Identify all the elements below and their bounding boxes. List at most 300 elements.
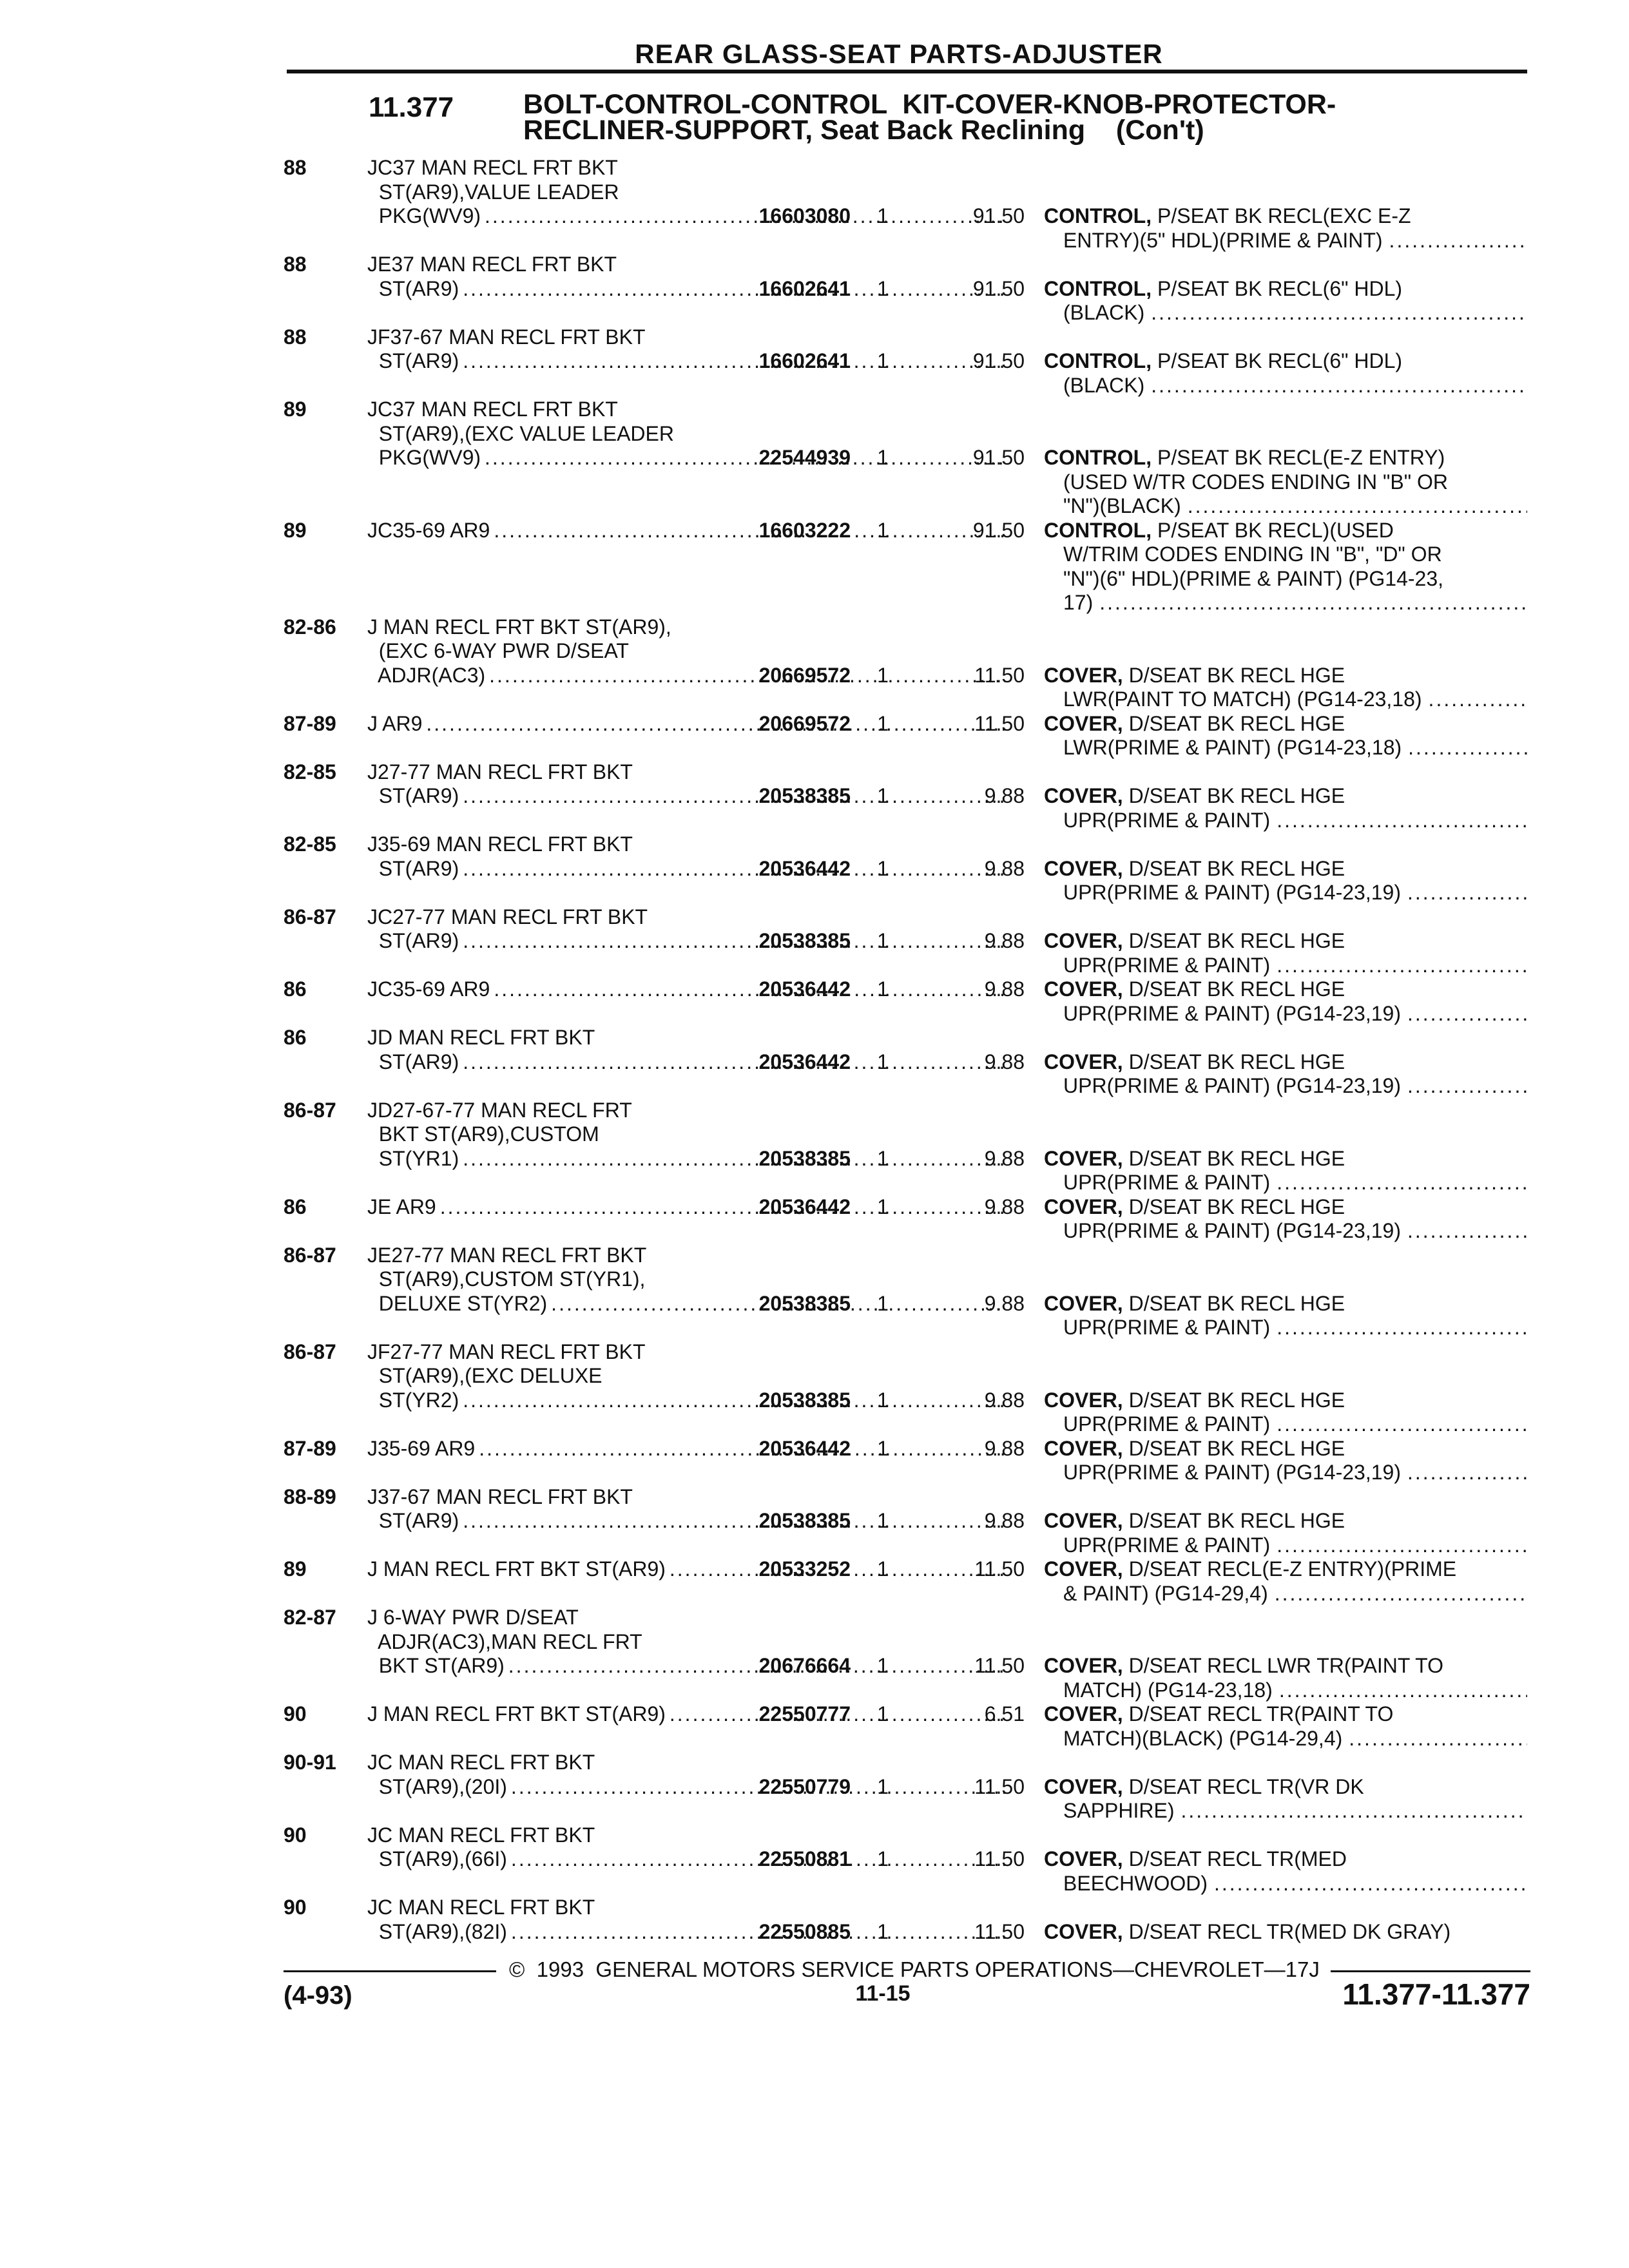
row-year: 87-89 xyxy=(284,1436,336,1460)
dot-leader xyxy=(1401,1002,1527,1026)
row-description xyxy=(367,1751,1012,1823)
part-number: 20533252 xyxy=(758,1557,851,1581)
row-year: 90 xyxy=(284,1896,307,1919)
part-description xyxy=(1044,349,1527,398)
dot-leader xyxy=(1401,1461,1527,1485)
description-line: J27-77 MAN RECL FRT BKT xyxy=(367,760,633,783)
price: 9.88 xyxy=(984,1195,1025,1218)
quantity: 1 xyxy=(877,1654,889,1677)
dot-leader xyxy=(1144,301,1527,325)
description-line: JC37 MAN RECL FRT BKT xyxy=(367,156,618,179)
row-year: 89 xyxy=(284,398,307,421)
description-line: ST(AR9) xyxy=(367,1050,459,1073)
part-number: 20538385 xyxy=(758,784,851,807)
part-description-line: COVER, D/SEAT BK RECL HGE xyxy=(1044,1050,1345,1073)
description-line: ST(AR9),(EXC DELUXE xyxy=(367,1364,602,1387)
part-description-line: UPR(PRIME & PAINT) xyxy=(1063,808,1271,832)
part-number: 20538385 xyxy=(758,1509,851,1532)
description-line: JE37 MAN RECL FRT BKT xyxy=(367,253,617,276)
row-year: 86-87 xyxy=(284,905,336,928)
price: 9.88 xyxy=(984,856,1025,880)
description-line: JE AR9 xyxy=(367,1195,436,1218)
row-description xyxy=(367,832,1012,905)
description-line: J MAN RECL FRT BKT ST(AR9) xyxy=(367,1702,666,1725)
table-row xyxy=(284,1702,1530,1751)
part-description-line: COVER, D/SEAT BK RECL HGE xyxy=(1044,977,1345,1001)
part-description xyxy=(1044,1654,1527,1702)
part-description xyxy=(1044,1050,1527,1099)
part-description-line: COVER, D/SEAT BK RECL HGE xyxy=(1044,1436,1345,1460)
row-year: 86-87 xyxy=(284,1340,336,1363)
table-row xyxy=(284,253,1530,325)
part-description-line: COVER, D/SEAT BK RECL HGE xyxy=(1044,663,1345,687)
quantity: 1 xyxy=(877,856,889,880)
part-description xyxy=(1044,1292,1527,1340)
dot-leader xyxy=(1270,1171,1527,1195)
part-description xyxy=(1044,277,1527,325)
table-row xyxy=(284,1244,1530,1340)
quantity: 1 xyxy=(877,1702,889,1725)
part-description-line: UPR(PRIME & PAINT) (PG14-23,19) xyxy=(1063,1461,1401,1484)
table-row xyxy=(284,1823,1530,1896)
quantity: 1 xyxy=(877,1847,889,1870)
price: 11.50 xyxy=(974,1774,1025,1798)
description-line: JF27-77 MAN RECL FRT BKT xyxy=(367,1340,646,1363)
dot-leader xyxy=(1270,1412,1527,1437)
part-description xyxy=(1044,977,1527,1026)
description-line: ADJR(AC3),MAN RECL FRT xyxy=(367,1629,642,1653)
part-number: 16602641 xyxy=(758,276,851,300)
footer-section-range: 11.377-11.377 xyxy=(1342,1977,1530,2011)
table-row xyxy=(284,398,1530,519)
part-description-line: LWR(PAINT TO MATCH) (PG14-23,18) xyxy=(1063,687,1422,711)
part-description-line: MATCH) (PG14-23,18) xyxy=(1063,1678,1273,1702)
description-line: JC35-69 AR9 xyxy=(367,518,490,542)
row-description xyxy=(367,1485,1012,1558)
description-line: ST(AR9),VALUE LEADER xyxy=(367,180,619,204)
row-description xyxy=(367,1702,1012,1751)
table-row xyxy=(284,1437,1530,1485)
row-description xyxy=(367,905,1012,978)
table-row xyxy=(284,1896,1530,1944)
row-year: 88 xyxy=(284,156,307,179)
quantity: 1 xyxy=(877,784,889,807)
dot-leader xyxy=(1422,687,1527,712)
row-year: 86 xyxy=(284,977,307,1001)
description-line: JD MAN RECL FRT BKT xyxy=(367,1026,595,1049)
part-description xyxy=(1044,1702,1527,1751)
quantity: 1 xyxy=(877,1919,889,1943)
table-row xyxy=(284,905,1530,978)
row-year: 88 xyxy=(284,253,307,276)
description-line: JE27-77 MAN RECL FRT BKT xyxy=(367,1243,647,1267)
table-row xyxy=(284,325,1530,398)
description-line: J MAN RECL FRT BKT ST(AR9) xyxy=(367,1557,666,1581)
section-title-line1: BOLT-CONTROL-CONTROL KIT-COVER-KNOB-PROTECTOR- xyxy=(523,89,1336,120)
description-line: JC37 MAN RECL FRT BKT xyxy=(367,398,618,421)
part-description-line: COVER, D/SEAT RECL TR(VR DK xyxy=(1044,1774,1364,1798)
quantity: 1 xyxy=(877,1509,889,1532)
part-description-line: 17) xyxy=(1063,591,1094,614)
description-line: ST(AR9),(EXC VALUE LEADER xyxy=(367,421,674,445)
dot-leader xyxy=(1273,1678,1527,1703)
part-description xyxy=(1044,1847,1527,1896)
table-row xyxy=(284,832,1530,905)
part-description-line: & PAINT) (PG14-29,4) xyxy=(1063,1581,1268,1605)
description-line: JF37-67 MAN RECL FRT BKT xyxy=(367,325,646,349)
part-description-line: ENTRY)(5" HDL)(PRIME & PAINT) xyxy=(1063,228,1383,252)
table-row xyxy=(284,1751,1530,1823)
table-row xyxy=(284,615,1530,712)
table-row xyxy=(284,977,1530,1026)
dot-leader xyxy=(1383,229,1527,253)
description-line: JC MAN RECL FRT BKT xyxy=(367,1751,595,1774)
description-line: (EXC 6-WAY PWR D/SEAT xyxy=(367,639,629,662)
part-description xyxy=(1044,1389,1527,1437)
section-title-line2: RECLINER-SUPPORT, Seat Back Reclining (Con't) xyxy=(523,115,1204,146)
part-description-line: CONTROL, P/SEAT BK RECL(6" HDL) xyxy=(1044,276,1403,300)
part-description-line: (BLACK) xyxy=(1063,373,1145,397)
part-number: 22550885 xyxy=(758,1919,851,1943)
row-year: 90 xyxy=(284,1702,307,1725)
quantity: 1 xyxy=(877,204,889,227)
row-year: 87-89 xyxy=(284,711,336,735)
part-description xyxy=(1044,1437,1527,1485)
description-line: ADJR(AC3) xyxy=(367,663,486,687)
part-description-line: SAPPHIRE) xyxy=(1063,1799,1175,1822)
price: 9.88 xyxy=(984,1436,1025,1460)
row-year: 82-85 xyxy=(284,760,336,783)
dot-leader xyxy=(1270,954,1527,978)
part-description xyxy=(1044,1195,1527,1244)
price: 9.88 xyxy=(984,1388,1025,1412)
header-rule xyxy=(287,70,1527,73)
price: 11.50 xyxy=(974,1919,1025,1943)
description-line: PKG(WV9) xyxy=(367,446,481,469)
row-year: 89 xyxy=(284,518,307,542)
description-line: ST(YR2) xyxy=(367,1388,459,1412)
description-line: BKT ST(AR9) xyxy=(367,1654,505,1677)
price: 9.88 xyxy=(984,977,1025,1001)
table-row xyxy=(284,1099,1530,1195)
part-description-line: W/TRIM CODES ENDING IN "B", "D" OR xyxy=(1063,543,1442,566)
part-description-line: CONTROL, P/SEAT BK RECL)(USED xyxy=(1044,518,1394,542)
part-description xyxy=(1044,1775,1527,1823)
dot-leader xyxy=(1401,1219,1527,1244)
row-description xyxy=(367,615,1012,712)
quantity: 1 xyxy=(877,977,889,1001)
footer-page-number: 11-15 xyxy=(855,1981,911,2006)
table-row xyxy=(284,1485,1530,1558)
description-line: JD27-67-77 MAN RECL FRT xyxy=(367,1098,632,1122)
dot-leader xyxy=(1144,374,1527,398)
quantity: 1 xyxy=(877,711,889,735)
description-line: BKT ST(AR9),CUSTOM xyxy=(367,1122,599,1146)
part-number: 20538385 xyxy=(758,1146,851,1170)
description-line: ST(AR9),(20I) xyxy=(367,1774,507,1798)
table-row xyxy=(284,1340,1530,1437)
part-description-line: (BLACK) xyxy=(1063,301,1145,324)
description-line: PKG(WV9) xyxy=(367,204,481,227)
description-line: J35-69 AR9 xyxy=(367,1436,476,1460)
description-line: JC35-69 AR9 xyxy=(367,977,490,1001)
table-row xyxy=(284,1026,1530,1099)
quantity: 1 xyxy=(877,276,889,300)
description-line: J AR9 xyxy=(367,711,423,735)
dot-leader xyxy=(1342,1727,1527,1751)
row-year: 90 xyxy=(284,1823,307,1847)
row-year: 90-91 xyxy=(284,1751,336,1774)
price: 11.50 xyxy=(974,711,1025,735)
row-description xyxy=(367,712,1012,760)
part-description-line: CONTROL, P/SEAT BK RECL(E-Z ENTRY) xyxy=(1044,446,1445,469)
row-year: 88-89 xyxy=(284,1485,336,1508)
row-description xyxy=(367,1244,1012,1340)
description-line: J35-69 MAN RECL FRT BKT xyxy=(367,832,633,856)
part-number: 20536442 xyxy=(758,977,851,1001)
part-description xyxy=(1044,519,1527,615)
description-line: JC27-77 MAN RECL FRT BKT xyxy=(367,905,648,928)
quantity: 1 xyxy=(877,1146,889,1170)
price: 91.50 xyxy=(972,276,1025,300)
description-line: ST(AR9) xyxy=(367,929,459,952)
description-line: J37-67 MAN RECL FRT BKT xyxy=(367,1485,633,1508)
quantity: 1 xyxy=(877,1557,889,1581)
dot-leader xyxy=(1401,881,1527,905)
row-description xyxy=(367,1099,1012,1195)
part-description-line: COVER, D/SEAT RECL TR(MED DK GRAY) xyxy=(1044,1919,1451,1943)
price: 11.50 xyxy=(974,1557,1025,1581)
part-description xyxy=(1044,1147,1527,1195)
part-description xyxy=(1044,1557,1527,1606)
part-number: 20538385 xyxy=(758,1291,851,1315)
description-line: ST(AR9) xyxy=(367,856,459,880)
price: 6.51 xyxy=(984,1702,1025,1725)
table-row xyxy=(284,156,1530,253)
price: 9.88 xyxy=(984,929,1025,952)
part-description-line: UPR(PRIME & PAINT) xyxy=(1063,1316,1271,1339)
quantity: 1 xyxy=(877,663,889,687)
part-description-line: (USED W/TR CODES ENDING IN "B" OR xyxy=(1063,470,1448,494)
part-number: 22550779 xyxy=(758,1774,851,1798)
row-description xyxy=(367,977,1012,1026)
description-line: ST(AR9) xyxy=(367,784,459,807)
price: 11.50 xyxy=(974,1847,1025,1870)
price: 9.88 xyxy=(984,1291,1025,1315)
part-description-line: COVER, D/SEAT RECL(E-Z ENTRY)(PRIME xyxy=(1044,1557,1457,1581)
quantity: 1 xyxy=(877,929,889,952)
row-description xyxy=(367,1437,1012,1485)
part-description xyxy=(1044,1509,1527,1557)
section-title xyxy=(523,89,1516,146)
part-number: 20536442 xyxy=(758,856,851,880)
table-row xyxy=(284,1557,1530,1606)
row-description xyxy=(367,398,1012,519)
row-year: 86 xyxy=(284,1026,307,1049)
description-line: ST(AR9) xyxy=(367,349,459,372)
price: 9.88 xyxy=(984,784,1025,807)
table-row xyxy=(284,519,1530,615)
parts-list xyxy=(284,156,1530,1944)
quantity: 1 xyxy=(877,446,889,469)
part-description-line: COVER, D/SEAT RECL LWR TR(PAINT TO xyxy=(1044,1654,1443,1677)
part-number: 20676664 xyxy=(758,1654,851,1677)
price: 91.50 xyxy=(972,446,1025,469)
quantity: 1 xyxy=(877,1050,889,1073)
row-year: 88 xyxy=(284,325,307,349)
part-number: 20669572 xyxy=(758,663,851,687)
part-description-line: COVER, D/SEAT BK RECL HGE xyxy=(1044,856,1345,880)
row-description xyxy=(367,156,1012,253)
price: 9.88 xyxy=(984,1146,1025,1170)
part-description-line: COVER, D/SEAT BK RECL HGE xyxy=(1044,784,1345,807)
table-row xyxy=(284,712,1530,760)
part-description-line: CONTROL, P/SEAT BK RECL(6" HDL) xyxy=(1044,349,1403,372)
quantity: 1 xyxy=(877,1195,889,1218)
part-number: 22544939 xyxy=(758,446,851,469)
part-description-line: COVER, D/SEAT BK RECL HGE xyxy=(1044,1509,1345,1532)
part-description-line: UPR(PRIME & PAINT) (PG14-23,19) xyxy=(1063,881,1401,904)
table-row xyxy=(284,1606,1530,1702)
part-description xyxy=(1044,857,1527,905)
row-year: 86-87 xyxy=(284,1243,336,1267)
part-description-line: BEECHWOOD) xyxy=(1063,1871,1208,1895)
part-description-line: COVER, D/SEAT BK RECL HGE xyxy=(1044,1195,1345,1218)
dot-leader xyxy=(1181,494,1527,519)
row-description xyxy=(367,519,1012,615)
description-line: ST(AR9),CUSTOM ST(YR1), xyxy=(367,1267,646,1291)
part-description-line: COVER, D/SEAT BK RECL HGE xyxy=(1044,1388,1345,1412)
dot-leader xyxy=(1270,1316,1527,1340)
part-description xyxy=(1044,204,1527,253)
section-number: 11.377 xyxy=(369,91,454,123)
dot-leader xyxy=(436,1195,1005,1220)
row-year: 82-86 xyxy=(284,615,336,639)
part-description-line: UPR(PRIME & PAINT) xyxy=(1063,1412,1271,1436)
description-line: J MAN RECL FRT BKT ST(AR9), xyxy=(367,615,671,639)
quantity: 1 xyxy=(877,349,889,372)
part-number: 20536442 xyxy=(758,1195,851,1218)
part-number: 16603222 xyxy=(758,518,851,542)
row-description xyxy=(367,1896,1012,1944)
row-year: 86 xyxy=(284,1195,307,1218)
row-description xyxy=(367,1026,1012,1099)
price: 91.50 xyxy=(972,518,1025,542)
part-number: 20536442 xyxy=(758,1436,851,1460)
part-number: 16602641 xyxy=(758,349,851,372)
part-description xyxy=(1044,1920,1527,1945)
quantity: 1 xyxy=(877,1291,889,1315)
description-line: ST(AR9) xyxy=(367,1509,459,1532)
dot-leader xyxy=(1402,736,1527,760)
table-row xyxy=(284,760,1530,833)
row-description xyxy=(367,1823,1012,1896)
part-description-line: COVER, D/SEAT RECL TR(PAINT TO xyxy=(1044,1702,1394,1725)
description-line: JC MAN RECL FRT BKT xyxy=(367,1896,595,1919)
part-number: 16603080 xyxy=(758,204,851,227)
row-year: 89 xyxy=(284,1557,307,1581)
part-number: 20538385 xyxy=(758,929,851,952)
price: 9.88 xyxy=(984,1050,1025,1073)
description-line: J 6-WAY PWR D/SEAT xyxy=(367,1606,579,1629)
footer-date: (4-93) xyxy=(284,1981,352,2010)
dot-leader xyxy=(1208,1872,1527,1896)
dot-leader xyxy=(1174,1799,1527,1823)
part-number: 22550777 xyxy=(758,1702,851,1725)
quantity: 1 xyxy=(877,1774,889,1798)
part-description-line: COVER, D/SEAT BK RECL HGE xyxy=(1044,929,1345,952)
row-year: 82-87 xyxy=(284,1606,336,1629)
footer-rule-left xyxy=(284,1970,496,1972)
price: 11.50 xyxy=(974,663,1025,687)
part-description-line: COVER, D/SEAT BK RECL HGE xyxy=(1044,1146,1345,1170)
part-number: 20669572 xyxy=(758,711,851,735)
part-description-line: UPR(PRIME & PAINT) xyxy=(1063,1171,1271,1194)
footer-copyright: © 1993 GENERAL MOTORS SERVICE PARTS OPERATIONS—CHEVROLET—17J xyxy=(509,1957,1320,1981)
row-description xyxy=(367,253,1012,325)
part-description-line: UPR(PRIME & PAINT) xyxy=(1063,1533,1271,1557)
price: 91.50 xyxy=(972,204,1025,227)
part-description-line: COVER, D/SEAT BK RECL HGE xyxy=(1044,711,1345,735)
quantity: 1 xyxy=(877,518,889,542)
price: 11.50 xyxy=(974,1654,1025,1677)
row-description xyxy=(367,1195,1012,1244)
description-line: ST(AR9) xyxy=(367,276,459,300)
part-description-line: CONTROL, P/SEAT BK RECL(EXC E-Z xyxy=(1044,204,1411,227)
part-description xyxy=(1044,446,1527,519)
part-description-line: COVER, D/SEAT RECL TR(MED xyxy=(1044,1847,1347,1870)
table-row xyxy=(284,1195,1530,1244)
dot-leader xyxy=(1270,809,1527,833)
part-description xyxy=(1044,784,1527,832)
part-description-line: UPR(PRIME & PAINT) (PG14-23,19) xyxy=(1063,1219,1401,1242)
dot-leader xyxy=(422,712,1005,736)
dot-leader xyxy=(1093,591,1527,615)
row-description xyxy=(367,1606,1012,1702)
description-line: ST(AR9),(82I) xyxy=(367,1919,507,1943)
page-header-title: REAR GLASS-SEAT PARTS-ADJUSTER xyxy=(635,39,1163,69)
part-description xyxy=(1044,929,1527,977)
footer-rule-right xyxy=(1331,1970,1530,1972)
description-line: ST(YR1) xyxy=(367,1146,459,1170)
part-description-line: LWR(PRIME & PAINT) (PG14-23,18) xyxy=(1063,736,1402,759)
part-description-line: COVER, D/SEAT BK RECL HGE xyxy=(1044,1291,1345,1315)
part-description-line: UPR(PRIME & PAINT) (PG14-23,19) xyxy=(1063,1001,1401,1025)
part-description xyxy=(1044,712,1527,760)
price: 9.88 xyxy=(984,1509,1025,1532)
part-number: 20538385 xyxy=(758,1388,851,1412)
price: 91.50 xyxy=(972,349,1025,372)
row-description xyxy=(367,325,1012,398)
part-number: 20536442 xyxy=(758,1050,851,1073)
part-description-line: UPR(PRIME & PAINT) xyxy=(1063,953,1271,977)
part-description-line: "N")(BLACK) xyxy=(1063,494,1181,517)
part-description-line: "N")(6" HDL)(PRIME & PAINT) (PG14-23, xyxy=(1063,566,1444,590)
part-description-line: MATCH)(BLACK) (PG14-29,4) xyxy=(1063,1726,1343,1750)
row-year: 82-85 xyxy=(284,832,336,856)
dot-leader xyxy=(1401,1074,1527,1099)
row-description xyxy=(367,760,1012,833)
part-number: 22550881 xyxy=(758,1847,851,1870)
dot-leader xyxy=(1268,1582,1527,1606)
description-line: ST(AR9),(66I) xyxy=(367,1847,507,1870)
part-description-line: UPR(PRIME & PAINT) (PG14-23,19) xyxy=(1063,1074,1401,1097)
dot-leader xyxy=(1270,1533,1527,1558)
row-year: 86-87 xyxy=(284,1098,336,1122)
quantity: 1 xyxy=(877,1436,889,1460)
quantity: 1 xyxy=(877,1388,889,1412)
part-description xyxy=(1044,664,1527,712)
